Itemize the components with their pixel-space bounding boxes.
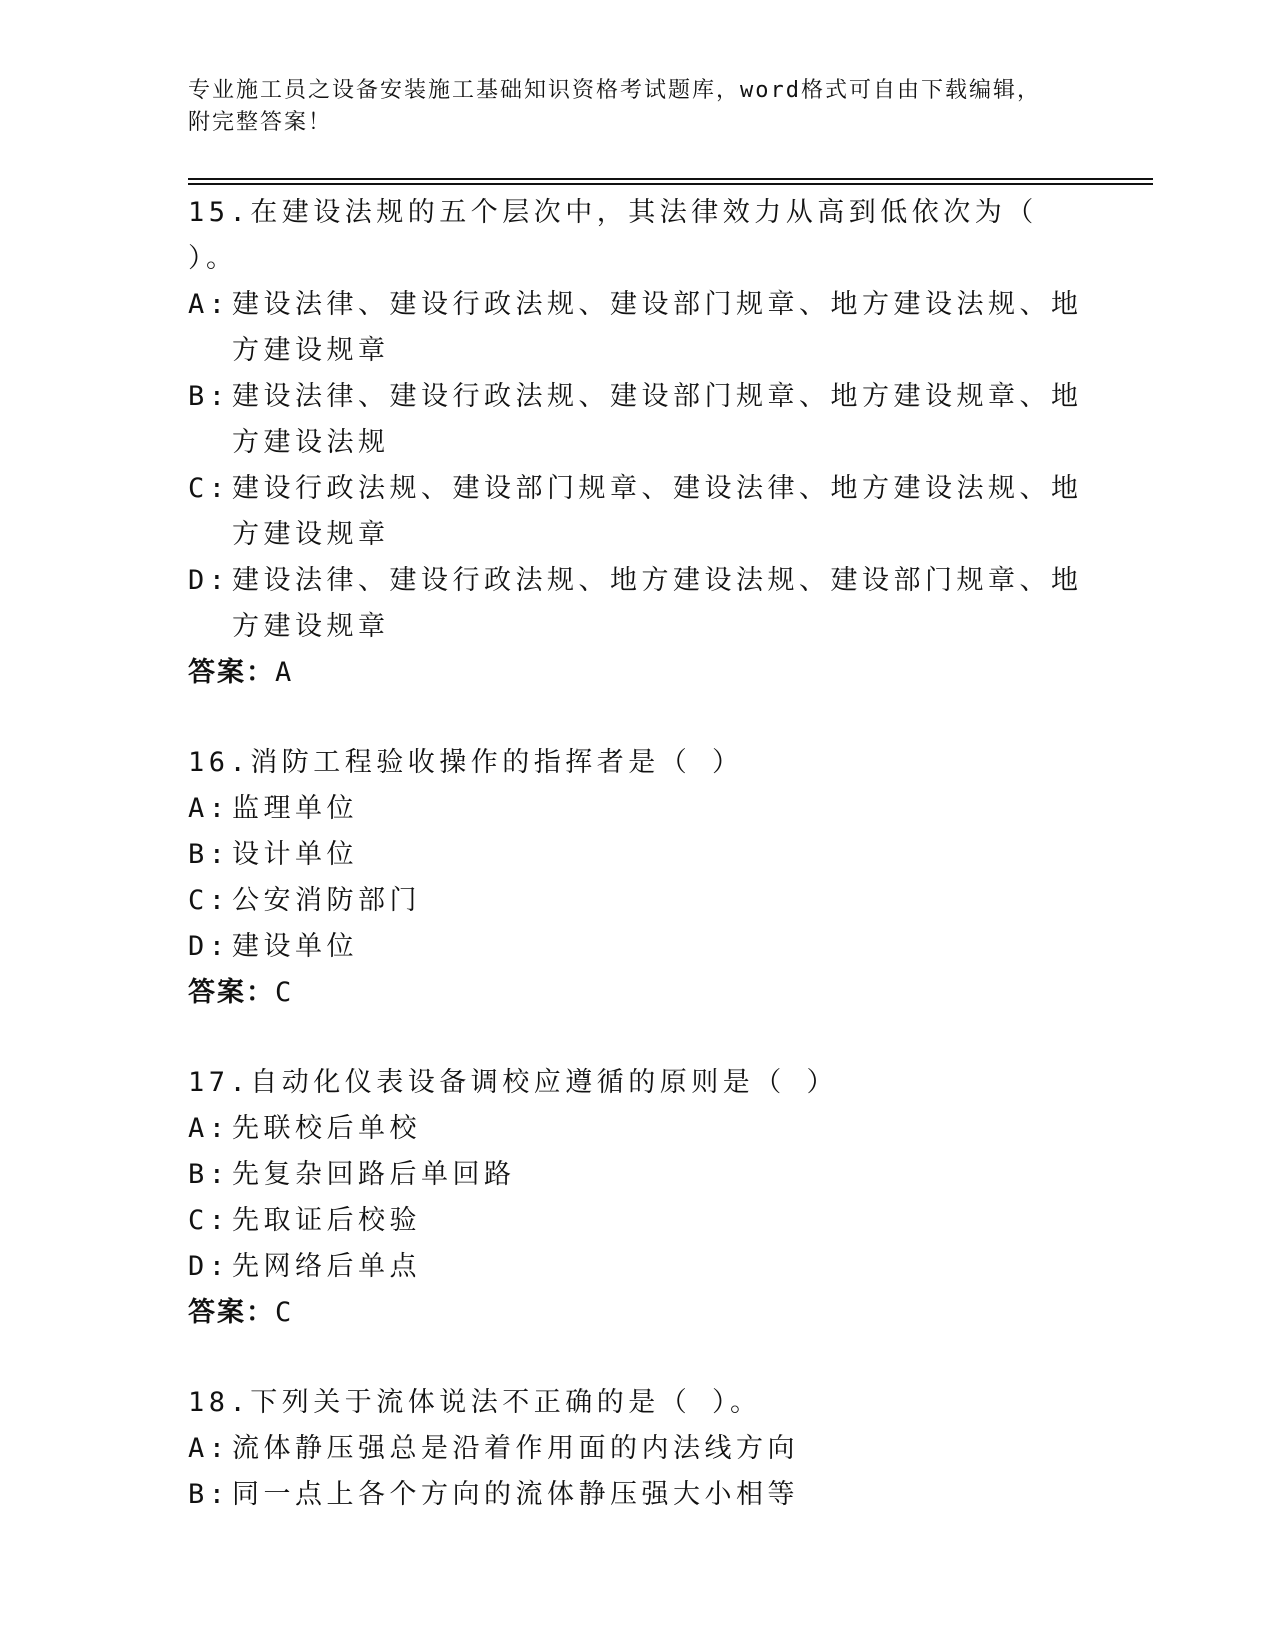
option-text: 建设单位 — [232, 931, 358, 962]
answer-line — [188, 1290, 1088, 1336]
option-text: 先联校后单校 — [232, 1113, 421, 1144]
option-d — [188, 1244, 1088, 1290]
answer-line — [188, 970, 1088, 1016]
option-c — [188, 466, 1088, 558]
option-key: C: — [188, 1205, 230, 1236]
option-c — [188, 1198, 1088, 1244]
option-a — [188, 1426, 1088, 1472]
option-key: B: — [188, 381, 230, 412]
option-d — [188, 924, 1088, 970]
option-key: D: — [188, 565, 230, 596]
question-18 — [188, 1380, 1088, 1518]
header-line-2: 附完整答案！ — [188, 110, 333, 135]
option-text: 建设法律、建设行政法规、建设部门规章、地方建设法规、地方建设规章 — [232, 289, 1083, 366]
answer-value: A — [275, 657, 292, 688]
option-key: C: — [188, 473, 230, 504]
question-stem: 17.自动化仪表设备调校应遵循的原则是（ ） — [188, 1067, 839, 1098]
option-d — [188, 558, 1088, 650]
option-text: 建设法律、建设行政法规、建设部门规章、地方建设规章、地方建设法规 — [232, 381, 1083, 458]
answer-label: 答案： — [188, 977, 275, 1008]
option-text: 先复杂回路后单回路 — [232, 1159, 516, 1190]
answer-value: C — [275, 1297, 292, 1328]
option-c — [188, 878, 1088, 924]
option-key: A: — [188, 793, 230, 824]
option-key: B: — [188, 839, 230, 870]
option-key: D: — [188, 1251, 230, 1282]
question-17 — [188, 1060, 1088, 1336]
option-b — [188, 1472, 1088, 1518]
option-key: B: — [188, 1479, 230, 1510]
option-b — [188, 832, 1088, 878]
header-divider-top — [188, 178, 1153, 180]
option-a — [188, 1106, 1088, 1152]
option-text: 监理单位 — [232, 793, 358, 824]
answer-value: C — [275, 977, 292, 1008]
answer-label: 答案： — [188, 1297, 275, 1328]
option-b — [188, 1152, 1088, 1198]
option-a — [188, 282, 1088, 374]
question-list — [188, 190, 1088, 1518]
answer-line — [188, 650, 1088, 696]
question-stem: 18.下列关于流体说法不正确的是（ ）。 — [188, 1387, 762, 1418]
option-text: 先取证后校验 — [232, 1205, 421, 1236]
option-text: 建设法律、建设行政法规、地方建设法规、建设部门规章、地方建设规章 — [232, 565, 1083, 642]
option-text: 流体静压强总是沿着作用面的内法线方向 — [232, 1433, 799, 1464]
option-text: 先网络后单点 — [232, 1251, 421, 1282]
question-15 — [188, 190, 1088, 696]
option-a — [188, 786, 1088, 832]
option-key: A: — [188, 1433, 230, 1464]
option-text: 设计单位 — [232, 839, 358, 870]
option-text: 建设行政法规、建设部门规章、建设法律、地方建设法规、地方建设规章 — [232, 473, 1083, 550]
option-key: A: — [188, 289, 230, 320]
option-text: 同一点上各个方向的流体静压强大小相等 — [232, 1479, 799, 1510]
option-key: C: — [188, 885, 230, 916]
option-b — [188, 374, 1088, 466]
question-stem: 15.在建设法规的五个层次中，其法律效力从高到低依次为（ ）。 — [188, 197, 1038, 274]
document-header — [188, 75, 1088, 139]
header-line-1: 专业施工员之设备安装施工基础知识资格考试题库，word格式可自由下载编辑， — [188, 78, 1041, 103]
option-key: A: — [188, 1113, 230, 1144]
option-key: B: — [188, 1159, 230, 1190]
option-key: D: — [188, 931, 230, 962]
answer-label: 答案： — [188, 657, 275, 688]
question-16 — [188, 740, 1088, 1016]
question-stem: 16.消防工程验收操作的指挥者是（ ） — [188, 747, 744, 778]
header-divider-bottom — [188, 183, 1153, 185]
option-text: 公安消防部门 — [232, 885, 421, 916]
